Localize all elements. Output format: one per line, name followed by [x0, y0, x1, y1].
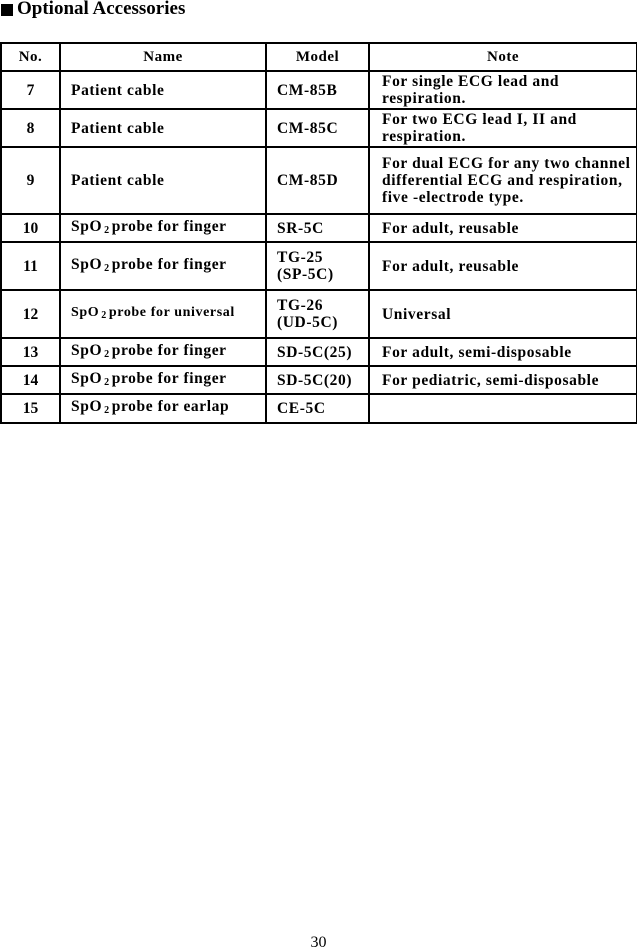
cell-name [60, 290, 266, 338]
table-header-row [1, 43, 637, 71]
cell-no: 12 [1, 290, 60, 338]
name-prefix: SpO [71, 305, 100, 320]
cell-no: 9 [1, 147, 60, 214]
cell-name [60, 394, 266, 423]
model-line-2: (UD-5C) [277, 314, 339, 331]
cell-note: For dual ECG for any two channel differential ECG and respiration, five -electrode type. [369, 147, 637, 214]
black-square-bullet-icon [1, 4, 13, 16]
section-heading-text: Optional Accessories [17, 0, 186, 19]
cell-model: CM-85C [266, 109, 369, 147]
header-no: No. [1, 43, 60, 71]
name-suffix: probe for universal [108, 305, 235, 320]
model-line-1: TG-26 [277, 297, 324, 314]
cell-model: SD-5C(25) [266, 338, 369, 366]
name-subscript: 2 [104, 262, 110, 274]
name-subscript: 2 [104, 348, 110, 360]
cell-no: 7 [1, 71, 60, 109]
name-suffix: probe for earlap [111, 398, 230, 415]
name-prefix: SpO [71, 217, 103, 235]
cell-model [266, 242, 369, 290]
name-subscript: 2 [104, 376, 110, 388]
model-line-2: (SP-5C) [277, 266, 334, 283]
cell-name [60, 242, 266, 290]
header-name: Name [60, 43, 266, 71]
cell-name [60, 214, 266, 242]
page-number: 30 [310, 934, 327, 951]
table-row [1, 242, 637, 290]
table-row [1, 109, 637, 147]
cell-note: For two ECG lead I, II and respiration. [369, 109, 637, 147]
cell-no: 15 [1, 394, 60, 423]
cell-model: CM-85B [266, 71, 369, 109]
cell-model: SR-5C [266, 214, 369, 242]
name-prefix: SpO [71, 369, 103, 387]
name-prefix: SpO [71, 398, 103, 415]
accessories-table [0, 42, 637, 424]
cell-note: For adult, reusable [369, 214, 637, 242]
cell-name: Patient cable [60, 71, 266, 109]
name-subscript: 2 [104, 224, 110, 236]
table-row [1, 290, 637, 338]
table-row [1, 214, 637, 242]
name-prefix: SpO [71, 341, 103, 359]
cell-note: For adult, semi-disposable [369, 338, 637, 366]
cell-model: SD-5C(20) [266, 366, 369, 394]
name-prefix: SpO [71, 255, 103, 273]
table-row [1, 338, 637, 366]
cell-model [266, 290, 369, 338]
name-subscript: 2 [101, 310, 107, 321]
cell-no: 11 [1, 242, 60, 290]
cell-no: 10 [1, 214, 60, 242]
cell-no: 13 [1, 338, 60, 366]
cell-name [60, 338, 266, 366]
cell-note [369, 394, 637, 423]
cell-note: For adult, reusable [369, 242, 637, 290]
name-suffix: probe for finger [111, 341, 227, 359]
cell-name: Patient cable [60, 147, 266, 214]
table-row [1, 147, 637, 214]
model-line-1: TG-25 [277, 249, 324, 266]
cell-model: CM-85D [266, 147, 369, 214]
name-suffix: probe for finger [111, 369, 227, 387]
cell-name: Patient cable [60, 109, 266, 147]
cell-note: Universal [369, 290, 637, 338]
section-heading [1, 0, 185, 20]
table-row [1, 366, 637, 394]
name-subscript: 2 [104, 405, 110, 416]
cell-no: 14 [1, 366, 60, 394]
name-suffix: probe for finger [111, 255, 227, 273]
table-row [1, 394, 637, 423]
header-model: Model [266, 43, 369, 71]
name-suffix: probe for finger [111, 217, 227, 235]
cell-no: 8 [1, 109, 60, 147]
table-row [1, 71, 637, 109]
cell-note: For single ECG lead and respiration. [369, 71, 637, 109]
cell-note: For pediatric, semi-disposable [369, 366, 637, 394]
cell-model: CE-5C [266, 394, 369, 423]
cell-name [60, 366, 266, 394]
header-note: Note [369, 43, 637, 71]
